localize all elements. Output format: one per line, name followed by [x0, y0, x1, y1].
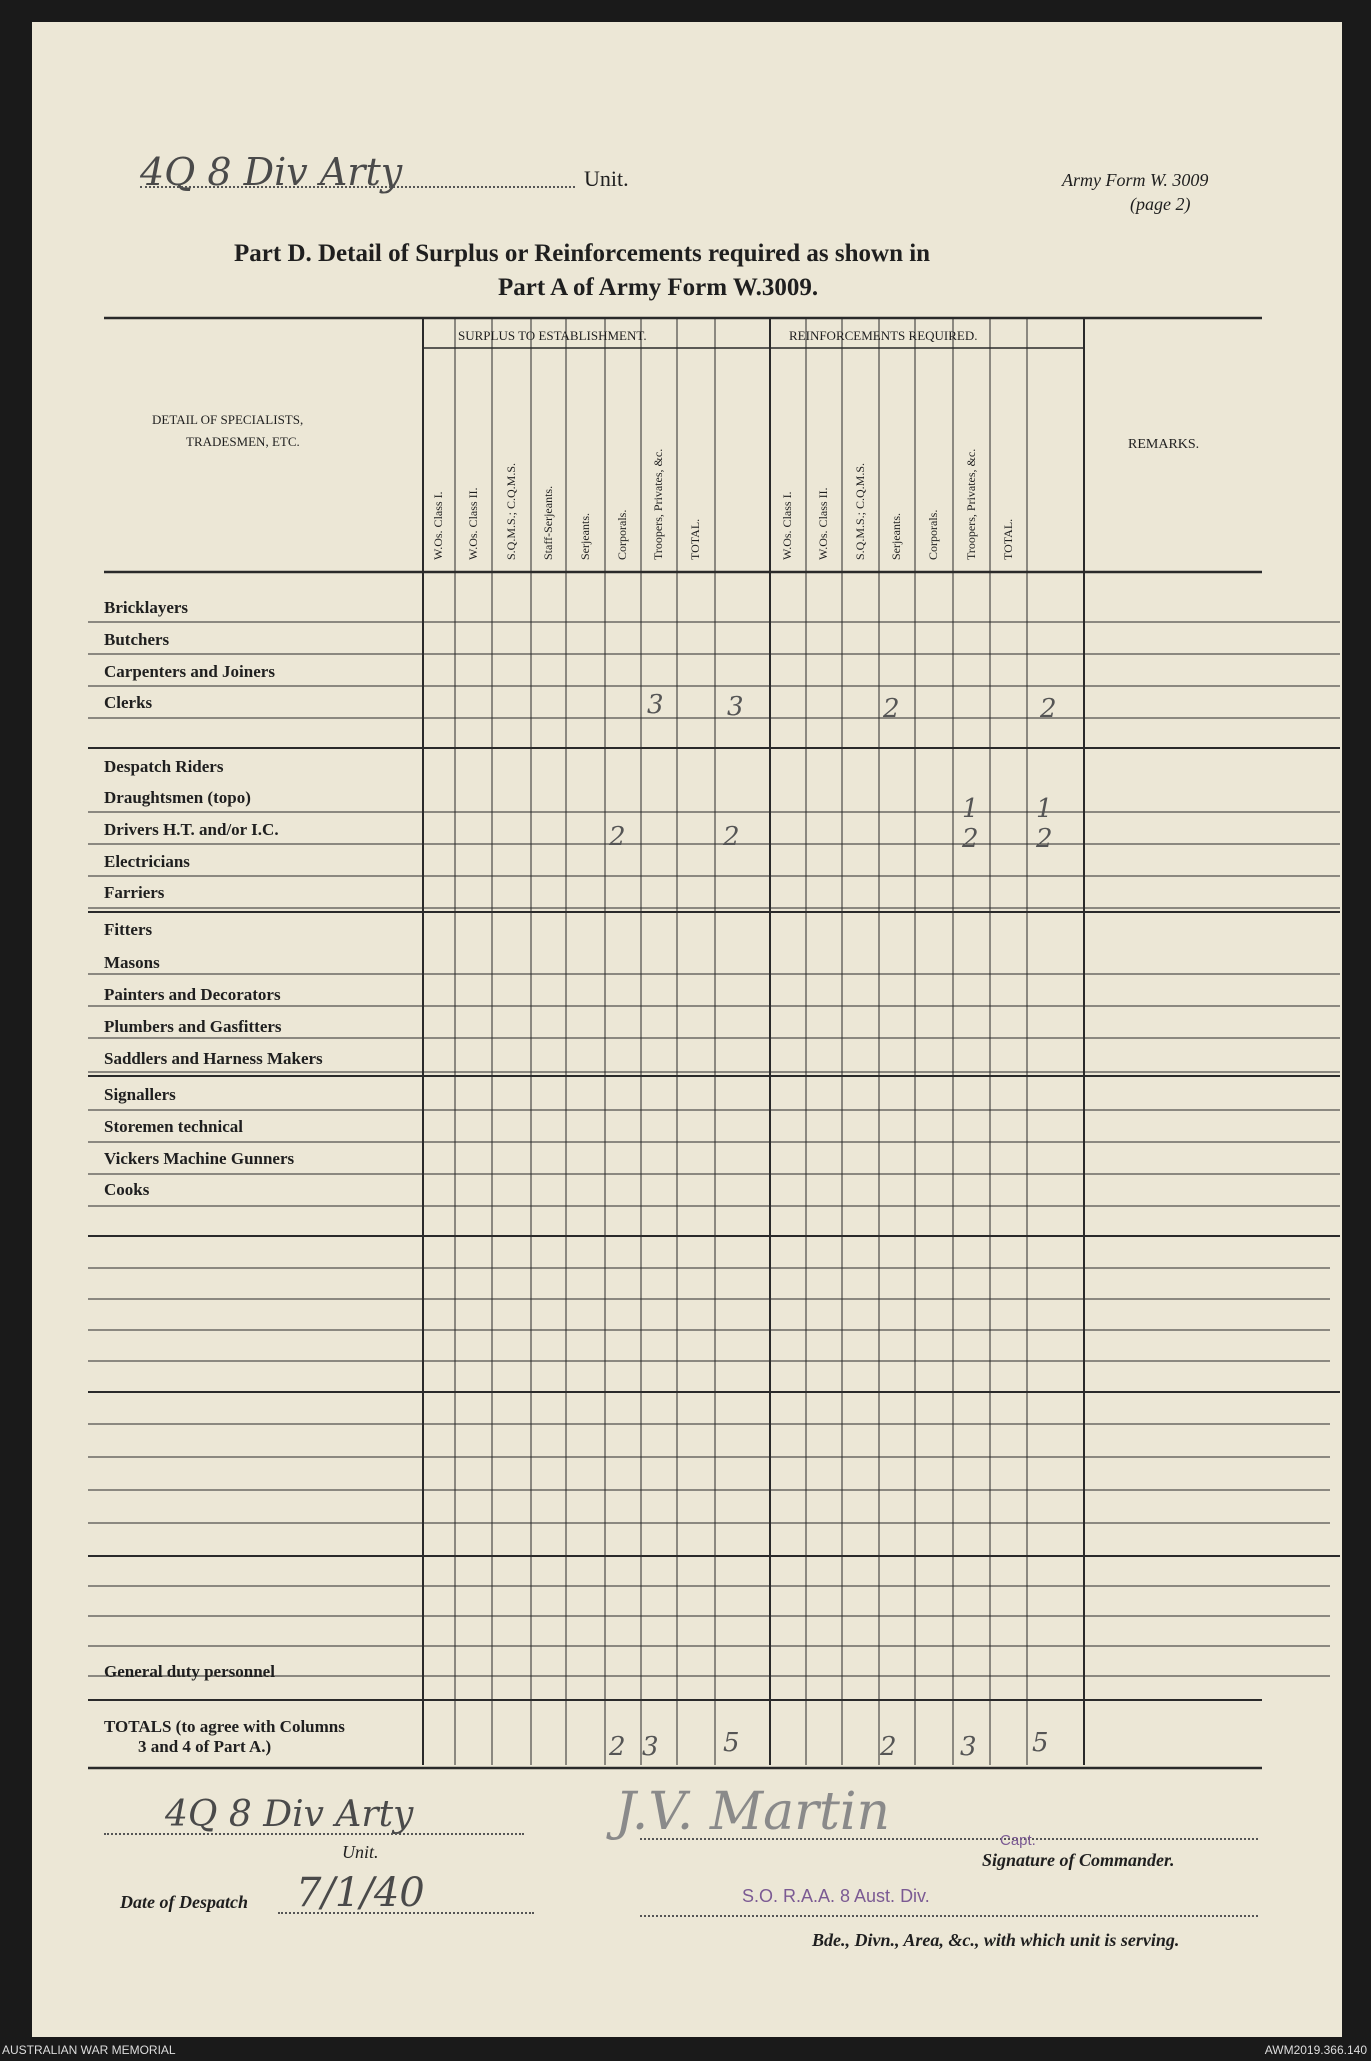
detail-header-line1: DETAIL OF SPECIALISTS, [152, 412, 304, 427]
form-title-line1: Part D. Detail of Surplus or Reinforcements required as shown in [234, 240, 931, 267]
column-header: W.Os. Class I. [431, 491, 445, 560]
column-header: Serjeants. [889, 513, 903, 560]
date-label: Date of Despatch [120, 1892, 248, 1912]
signature-handwritten: J.V. Martin [615, 1782, 890, 1842]
column-header: Troopers, Privates, &c. [963, 448, 978, 560]
date-handwritten: 7/1/40 [296, 1870, 425, 1916]
form-page: (page 2) [1130, 194, 1191, 214]
totals-surplus-troopers: 3 [642, 1732, 659, 1762]
archive-left: AUSTRALIAN WAR MEMORIAL [2, 2043, 176, 2057]
clerks-reinf-serjeants: 2 [883, 694, 900, 724]
footer-unit-label: Unit. [342, 1842, 379, 1862]
row-label: Drivers H.T. and/or I.C. [104, 820, 279, 839]
date-line [278, 1912, 534, 1914]
column-header: TOTAL. [688, 518, 702, 560]
row-label: Clerks [104, 693, 153, 712]
drivers-surplus-total: 2 [723, 822, 740, 852]
row-label: General duty personnel [104, 1662, 275, 1681]
form-title-line2: Part A of Army Form W.3009. [498, 274, 819, 301]
drivers-reinf-total: 2 [1036, 824, 1053, 854]
row-label: Butchers [104, 630, 170, 649]
totals-surplus-total: 5 [723, 1728, 740, 1758]
bde-label: Bde., Divn., Area, &c., with which unit is serving. [812, 1930, 1180, 1950]
archive-right: AWM2019.366.140 [1264, 2043, 1367, 2057]
row-label: Storemen technical [104, 1117, 243, 1136]
drivers-reinf-troopers: 2 [962, 824, 979, 854]
surplus-header: SURPLUS TO ESTABLISHMENT. [458, 328, 647, 343]
drivers-surplus-corporals: 2 [609, 822, 626, 852]
totals-reinf-total: 5 [1032, 1728, 1049, 1758]
clerks-reinf-total: 2 [1040, 694, 1057, 724]
column-header: S.Q.M.S.; C.Q.M.S. [852, 462, 867, 560]
column-header: Corporals. [926, 509, 940, 560]
row-label: Signallers [104, 1085, 176, 1104]
column-header: W.Os. Class II. [816, 487, 830, 560]
column-header: Serjeants. [577, 513, 592, 560]
row-label: Painters and Decorators [104, 985, 281, 1004]
column-header: TOTAL. [1000, 518, 1015, 560]
clerks-surplus-troopers: 3 [647, 690, 664, 720]
row-label: Cooks [104, 1180, 150, 1199]
column-header: W.Os. Class II. [465, 487, 480, 560]
totals-reinf-troopers: 3 [960, 1732, 977, 1762]
footer-unit-handwritten: 4Q 8 Div Arty [165, 1794, 414, 1835]
row-label: Saddlers and Harness Makers [104, 1049, 323, 1068]
row-label: Fitters [104, 920, 153, 939]
footer-unit-line [104, 1833, 524, 1835]
totals-label-line1: TOTALS (to agree with Columns [104, 1717, 345, 1736]
totals-reinf-serjeants: 2 [880, 1732, 897, 1762]
row-label: Bricklayers [104, 598, 189, 617]
unit-stamp: S.O. R.A.A. 8 Aust. Div. [742, 1886, 930, 1906]
row-label: Carpenters and Joiners [104, 662, 275, 681]
row-label: Draughtsmen (topo) [104, 788, 251, 807]
reinforcements-header: REINFORCEMENTS REQUIRED. [789, 328, 978, 343]
unit-handwritten: 4Q 8 Div Arty [140, 150, 403, 194]
row-label: Plumbers and Gasfitters [104, 1017, 282, 1036]
row-label: Electricians [104, 852, 190, 871]
column-header: W.Os. Class I. [780, 491, 794, 560]
signature-line [640, 1838, 1258, 1840]
detail-header-line2: TRADESMEN, ETC. [186, 434, 300, 449]
column-header: Troopers, Privates, &c. [651, 448, 665, 560]
clerks-surplus-total: 3 [727, 692, 744, 722]
row-label: Farriers [104, 883, 165, 902]
draughtsmen-reinf-total: 1 [1036, 794, 1053, 824]
bde-line [640, 1915, 1258, 1917]
unit-label: Unit. [584, 166, 629, 191]
column-header: Staff-Serjeants. [540, 485, 555, 560]
row-label: Vickers Machine Gunners [104, 1149, 295, 1168]
remarks-header: REMARKS. [1128, 437, 1200, 452]
row-label: Despatch Riders [104, 757, 224, 776]
form-name: Army Form W. 3009 [1062, 170, 1209, 190]
archive-strip [0, 2039, 1371, 2061]
row-label: Masons [104, 953, 160, 972]
signature-label: Signature of Commander. [982, 1850, 1175, 1870]
totals-surplus-corporals: 2 [609, 1732, 626, 1762]
column-header: S.Q.M.S.; C.Q.M.S. [503, 462, 518, 560]
column-header: Corporals. [615, 509, 629, 560]
draughtsmen-reinf-troopers: 1 [962, 794, 979, 824]
capt-stamp: Capt. [1000, 1832, 1036, 1849]
totals-label-line2: 3 and 4 of Part A.) [138, 1737, 272, 1756]
